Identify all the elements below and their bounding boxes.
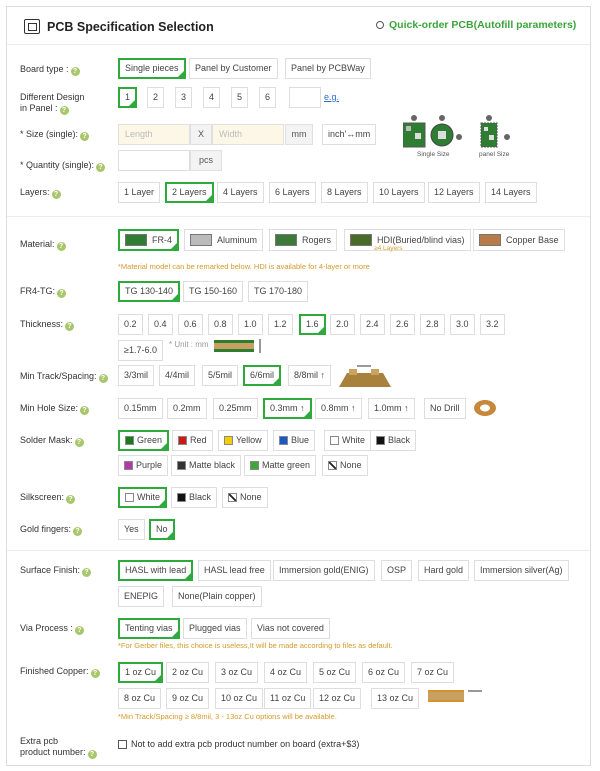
thickness-option-3-0-label: 3.0 [456,319,469,329]
solder-option-matte-black[interactable] [171,455,241,476]
surface-option-immersion-gold-enig-[interactable] [273,560,375,581]
surface-option-enepig-label: ENEPIG [124,591,159,601]
hole-option-0-3mm-[interactable] [263,398,312,419]
material-option-copper-base-label: Copper Base [506,234,559,245]
color-swatch-icon [250,461,259,470]
help-icon[interactable]: ? [71,67,80,76]
copper-option-3-oz-cu[interactable] [215,662,258,683]
copper-option-11-oz-cu-label: 11 oz Cu [270,693,306,703]
thickness-unit-note: * Unit : mm [169,340,209,349]
copper-option-10-oz-cu-label: 10 oz Cu [221,693,258,703]
single-size-caption: Single Size [417,151,450,158]
thickness-option-3-0[interactable] [450,314,475,335]
quick-order-radio[interactable] [376,19,576,31]
surface-option-hard-gold-label: Hard gold [424,565,464,575]
thickness-option-2-6[interactable] [390,314,415,335]
layers-option-8-layers-label: 8 Layers [327,187,362,197]
solder-option-blue[interactable] [273,430,315,451]
color-swatch-icon [178,436,187,445]
material-option-copper-base[interactable] [473,229,565,251]
copper-option-6-oz-cu[interactable] [362,662,405,683]
thickness-option-2-6-label: 2.6 [396,319,409,329]
help-icon[interactable]: ? [65,322,74,331]
thickness-option-1-0[interactable] [238,314,263,335]
copper-option-11-oz-cu[interactable] [264,688,311,709]
surface-option-none-plain-copper--label: None(Plain copper) [178,591,256,601]
hole-option-1-0mm--label: 1.0mm ↑ [374,403,409,413]
none-swatch-icon [228,493,237,502]
copper-option-1-oz-cu[interactable] [118,662,163,683]
tg-option-tg-150-160[interactable] [183,281,243,302]
divider [7,550,590,551]
design-custom-input[interactable] [289,87,321,108]
layers-option-12-layers[interactable] [428,182,480,203]
panel-size-image [479,115,515,149]
hole-image [472,398,498,418]
surface-option-hard-gold[interactable] [418,560,469,581]
solder-option-red-label: Red [190,435,207,445]
solder-option-purple[interactable] [118,455,168,476]
hole-option-0-2mm[interactable] [167,398,207,419]
help-icon[interactable]: ? [57,289,66,298]
surface-option-osp-label: OSP [387,565,407,575]
via-option-plugged-vias[interactable] [183,618,247,639]
silk-option-none-label: None [240,492,262,502]
copper-label: Finished Copper: ? [20,666,100,678]
tg-label: FR4-TG: ? [20,286,66,298]
copper-option-2-oz-cu[interactable] [166,662,209,683]
design-option-1-label: ✓ 1 [125,92,131,102]
quantity-label: * Quantity (single): ? [20,160,105,172]
design-option-2[interactable] [147,87,164,108]
hole-label: Min Hole Size: ? [20,403,89,415]
silk-label: Silkscreen: ? [20,492,75,504]
width-input[interactable]: Width [212,124,284,145]
layers-option-2-layers-label: ✓ 2 Layers [172,187,207,197]
tg-option-tg-150-160-label: TG 150-160 [189,286,238,296]
copper-option-2-oz-cu-label: 2 oz Cu [172,667,204,677]
material-option-rogers-label: Rogers [302,234,332,245]
design-option-5[interactable] [231,87,248,108]
help-icon[interactable]: ? [96,163,105,172]
via-option-plugged-vias-label: Plugged vias [189,623,241,633]
copper-option-5-oz-cu-label: 5 oz Cu [319,667,351,677]
design-option-6-label: 6 [265,92,271,102]
help-icon[interactable]: ? [80,406,89,415]
surface-option-enepig[interactable] [118,586,164,607]
help-icon[interactable]: ? [99,374,108,383]
color-swatch-icon [124,461,133,470]
surface-option-immersion-gold-enig--label: Immersion gold(ENIG) [279,565,369,575]
copper-option-12-oz-cu-label: 12 oz Cu [319,693,356,703]
fr4-board-icon [125,234,147,246]
layers-option-6-layers-label: 6 Layers [275,187,310,197]
layers-option-1-layer[interactable] [118,182,160,203]
via-option-tenting-vias-label: ✓ Tenting vias [125,623,173,633]
help-icon[interactable]: ? [82,568,91,577]
none-swatch-icon [328,461,337,470]
help-icon[interactable]: ? [88,750,97,759]
help-icon[interactable]: ? [75,626,84,635]
silk-option-black-label: Black [189,492,212,502]
gold-label: Gold fingers: ? [20,524,82,536]
aluminum-icon [190,234,212,246]
copper-image [428,687,484,705]
track-option-5-5mil-label: 5/5mil [208,370,233,380]
tg-option-tg-170-180-label: TG 170-180 [254,286,303,296]
solder-option-purple-label: Purple [136,460,163,470]
track-option-6-6mil[interactable] [243,365,281,386]
material-option-rogers[interactable] [269,229,337,251]
board_type-option-panel-by-customer-label: Panel by Customer [195,63,272,73]
copper-option-6-oz-cu-label: 6 oz Cu [368,667,400,677]
extra-label: Extra pcb product number: ? [20,736,97,759]
tg-option-tg-170-180[interactable] [248,281,308,302]
copper-option-7-oz-cu-label: 7 oz Cu [417,667,449,677]
track-spacing-image [337,363,393,389]
copper-option-4-oz-cu-label: 4 oz Cu [270,667,302,677]
silk-option-white-label: ✓ White [137,492,161,502]
layers-option-2-layers[interactable] [165,182,214,203]
size-x: X [190,124,212,145]
surface-option-hasl-with-lead[interactable] [118,560,193,581]
track-option-5-5mil[interactable] [202,365,238,386]
board_type-option-single-pieces[interactable] [118,58,186,79]
design-option-3[interactable] [175,87,192,108]
length-input[interactable]: Length [118,124,190,145]
layers-option-4-layers-label: 4 Layers [223,187,258,197]
panel-size-caption: panel Size [479,151,510,158]
solder-option-white-label: White [342,435,366,445]
thickness-option-3-2-label: 3.2 [486,319,499,329]
board-type-label: Board type : ? [20,64,80,76]
material-option-aluminum[interactable] [184,229,263,251]
track-option-8-8mil-[interactable] [288,365,331,386]
surface-option-none-plain-copper-[interactable] [172,586,262,607]
copper-option-12-oz-cu[interactable] [313,688,361,709]
solder-option-none-label: None [340,460,362,470]
material-option-hdi-buried-blind-vias--label: HDI(Buried/blind vias) [377,234,465,245]
quantity-input[interactable] [118,150,190,171]
design-option-4-label: 4 [209,92,215,102]
help-icon[interactable]: ? [75,438,84,447]
thickness-option-0-2[interactable] [118,314,143,335]
panel-header [7,7,590,45]
board_type-option-panel-by-pcbway[interactable] [285,58,371,79]
hole-option-0-25mm-label: 0.25mm [219,403,252,413]
solder-label: Solder Mask: ? [20,435,84,447]
copper-option-9-oz-cu[interactable] [166,688,209,709]
inch-mm-convert-button[interactable]: inch'↔mm [322,124,376,145]
gold-option-no[interactable] [149,519,175,540]
copper-base-icon [479,234,501,246]
hole-option-0-15mm[interactable] [118,398,163,419]
help-icon[interactable]: ? [73,527,82,536]
material-option-aluminum-label: Aluminum [217,234,258,245]
single-size-image [403,115,447,149]
solder-option-green[interactable] [118,430,169,451]
copper-option-7-oz-cu[interactable] [411,662,454,683]
thickness-option-0-6[interactable] [178,314,203,335]
thickness-option-0-4[interactable] [148,314,173,335]
design-option-1[interactable] [118,87,137,108]
eg-link[interactable]: e.g. [324,92,340,102]
thickness-option-0-4-label: 0.4 [154,319,167,329]
hole-option-0-15mm-label: 0.15mm [124,403,157,413]
tg-option-tg-130-140[interactable] [118,281,180,302]
gold-option-no-label: ✓ No [156,524,168,534]
help-icon[interactable]: ? [57,242,66,251]
solder-option-matte-green[interactable] [244,455,316,476]
copper-option-13-oz-cu[interactable] [371,688,419,709]
color-swatch-icon [125,436,134,445]
copper-option-9-oz-cu-label: 9 oz Cu [172,693,204,703]
layers-option-1-layer-label: 1 Layer [124,187,155,197]
solder-option-yellow-label: Yellow [236,435,262,445]
copper-option-4-oz-cu[interactable] [264,662,307,683]
extra-checkbox-label: Not to add extra pcb product number on board (extra+$3) [131,739,360,749]
via-label: Via Process : ? [20,623,84,635]
design-option-2-label: 2 [153,92,159,102]
surface-option-hasl-with-lead-label: ✓ HASL with lead [125,565,187,575]
silk-option-black[interactable] [171,487,217,508]
thickness-option-1-2-label: 1.2 [274,319,287,329]
hole-option-no-drill-label: No Drill [430,403,460,413]
via-note: *For Gerber files, this choice is useless,It will be made according to files as default. [118,641,393,650]
thickness-option--1-7-6-0[interactable] [118,340,163,361]
hole-option-no-drill[interactable] [424,398,466,419]
via-option-vias-not-covered-label: Vias not covered [257,623,324,633]
design-option-3-label: 3 [181,92,187,102]
rogers-board-icon [275,234,297,246]
track-option-6-6mil-label: ✓ 6/6mil [250,370,275,380]
surface-label: Surface Finish: ? [20,565,91,577]
material-label: Material: ? [20,239,66,251]
layers-option-6-layers[interactable] [269,182,316,203]
gold-option-yes-label: Yes [124,524,139,534]
thickness-label: Thickness: ? [20,319,74,331]
tg-option-tg-130-140-label: ✓ TG 130-140 [125,286,174,296]
quick-order-label: Quick-order PCB(Autofill parameters) [389,19,577,31]
layers-option-8-layers[interactable] [321,182,368,203]
track-option-4-4mil[interactable] [159,365,195,386]
help-icon[interactable]: ? [52,190,61,199]
color-swatch-icon [376,436,385,445]
silk-option-white[interactable] [118,487,167,508]
solder-option-yellow[interactable] [218,430,268,451]
radio-icon [376,21,384,29]
hole-option-0-8mm--label: 0.8mm ↑ [321,403,356,413]
thickness-option-0-8-label: 0.8 [214,319,227,329]
thickness-option-2-0[interactable] [330,314,355,335]
help-icon[interactable]: ? [80,132,89,141]
copper-option-1-oz-cu-label: ✓ 1 oz Cu [125,667,157,677]
solder-option-white[interactable] [324,430,371,451]
thickness-option-2-4-label: 2.4 [366,319,379,329]
color-swatch-icon [279,436,288,445]
hdi-board-icon [350,234,372,246]
hole-option-1-0mm-[interactable] [368,398,415,419]
color-swatch-icon [224,436,233,445]
material-note: *Material model can be remarked below. HDI is available for 4-layer or more [118,262,370,271]
solder-option-matte-black-label: Matte black [189,460,236,470]
hole-option-0-25mm[interactable] [213,398,258,419]
solder-option-none[interactable] [322,455,368,476]
color-swatch-icon [177,493,186,502]
hole-option-0-3mm--label: ✓ 0.3mm ↑ [270,403,305,413]
track-option-4-4mil-label: 4/4mil [165,370,190,380]
thickness-option-1-6[interactable] [299,314,326,335]
copper-option-13-oz-cu-label: 13 oz Cu [377,693,414,703]
hdi-sub-note: ≥4 Layers [374,245,403,252]
material-option-fr-4[interactable] [118,229,179,251]
copper-option-10-oz-cu[interactable] [215,688,263,709]
thickness-option-0-8[interactable] [208,314,233,335]
material-option-fr-4-label: ✓ FR-4 [152,234,172,245]
layers-option-14-layers-label: 14 Layers [491,187,531,197]
thickness-option-2-8-label: 2.8 [426,319,439,329]
thickness-option-1-0-label: 1.0 [244,319,257,329]
thickness-option-3-2[interactable] [480,314,505,335]
via-option-tenting-vias[interactable] [118,618,180,639]
silk-option-none[interactable] [222,487,268,508]
surface-option-immersion-silver-ag-[interactable] [474,560,569,581]
surface-option-osp[interactable] [381,560,412,581]
material-option-hdi-buried-blind-vias-[interactable] [344,229,471,251]
solder-option-blue-label: Blue [291,435,310,445]
via-option-vias-not-covered[interactable] [251,618,330,639]
copper-option-5-oz-cu[interactable] [313,662,356,683]
track-option-8-8mil--label: 8/8mil ↑ [294,370,326,380]
layers-option-12-layers-label: 12 Layers [434,187,474,197]
copper-option-8-oz-cu[interactable] [118,688,161,709]
layers-option-14-layers[interactable] [485,182,537,203]
thickness-option-1-6-label: ✓ 1.6 [306,319,319,329]
layers-label: Layers: ? [20,187,61,199]
hole-option-0-8mm-[interactable] [315,398,362,419]
thickness-option-2-0-label: 2.0 [336,319,349,329]
color-swatch-icon [125,493,134,502]
surface-option-hasl-lead-free-label: HASL lead free [204,565,265,575]
track-option-3-3mil-label: 3/3mil [124,370,149,380]
thickness-option-1-2[interactable] [268,314,293,335]
solder-option-black[interactable] [370,430,416,451]
hole-option-0-2mm-label: 0.2mm [173,403,201,413]
checkbox-icon [118,740,127,749]
track-label: Min Track/Spacing: ? [20,371,108,383]
track-option-3-3mil[interactable] [118,365,154,386]
design-option-6[interactable] [259,87,276,108]
thickness-image [214,337,266,355]
help-icon[interactable]: ? [60,106,69,115]
thickness-option-0-6-label: 0.6 [184,319,197,329]
extra-number-checkbox[interactable] [118,739,359,749]
design-option-4[interactable] [203,87,220,108]
size-label: * Size (single): ? [20,129,89,141]
thickness-option--1-7-6-0-label: ≥1.7-6.0 [124,345,157,355]
layers-option-10-layers-label: 10 Layers [379,187,419,197]
copper-option-8-oz-cu-label: 8 oz Cu [124,693,156,703]
surface-option-immersion-silver-ag--label: Immersion silver(Ag) [480,565,563,575]
solder-option-red[interactable] [172,430,213,451]
help-icon[interactable]: ? [91,669,100,678]
design-option-5-label: 5 [237,92,243,102]
size-unit: mm [285,124,313,145]
quantity-unit: pcs [190,150,222,171]
thickness-option-2-8[interactable] [420,314,445,335]
board_type-option-single-pieces-label: ✓ Single pieces [125,63,179,73]
color-swatch-icon [330,436,339,445]
color-swatch-icon [177,461,186,470]
solder-option-black-label: Black [388,435,411,445]
spec-panel [6,6,591,766]
solder-option-matte-green-label: Matte green [262,460,311,470]
design-label: Different Design in Panel : ? [20,92,85,114]
board_type-option-panel-by-customer[interactable] [189,58,278,79]
solder-option-green-label: ✓ Green [137,435,163,445]
board_type-option-panel-by-pcbway-label: Panel by PCBWay [291,63,365,73]
gold-option-yes[interactable] [118,519,145,540]
pcb-icon [24,19,40,34]
layers-option-4-layers[interactable] [217,182,264,203]
layers-option-10-layers[interactable] [373,182,425,203]
help-icon[interactable]: ? [66,495,75,504]
page-title: PCB Specification Selection [47,20,214,34]
copper-note: *Min Track/Spacing ≥ 8/8mil, 3 - 13oz Cu options will be available. [118,712,337,721]
copper-option-3-oz-cu-label: 3 oz Cu [221,667,253,677]
divider [7,216,590,217]
thickness-option-0-2-label: 0.2 [124,319,137,329]
thickness-option-2-4[interactable] [360,314,385,335]
surface-option-hasl-lead-free[interactable] [198,560,271,581]
